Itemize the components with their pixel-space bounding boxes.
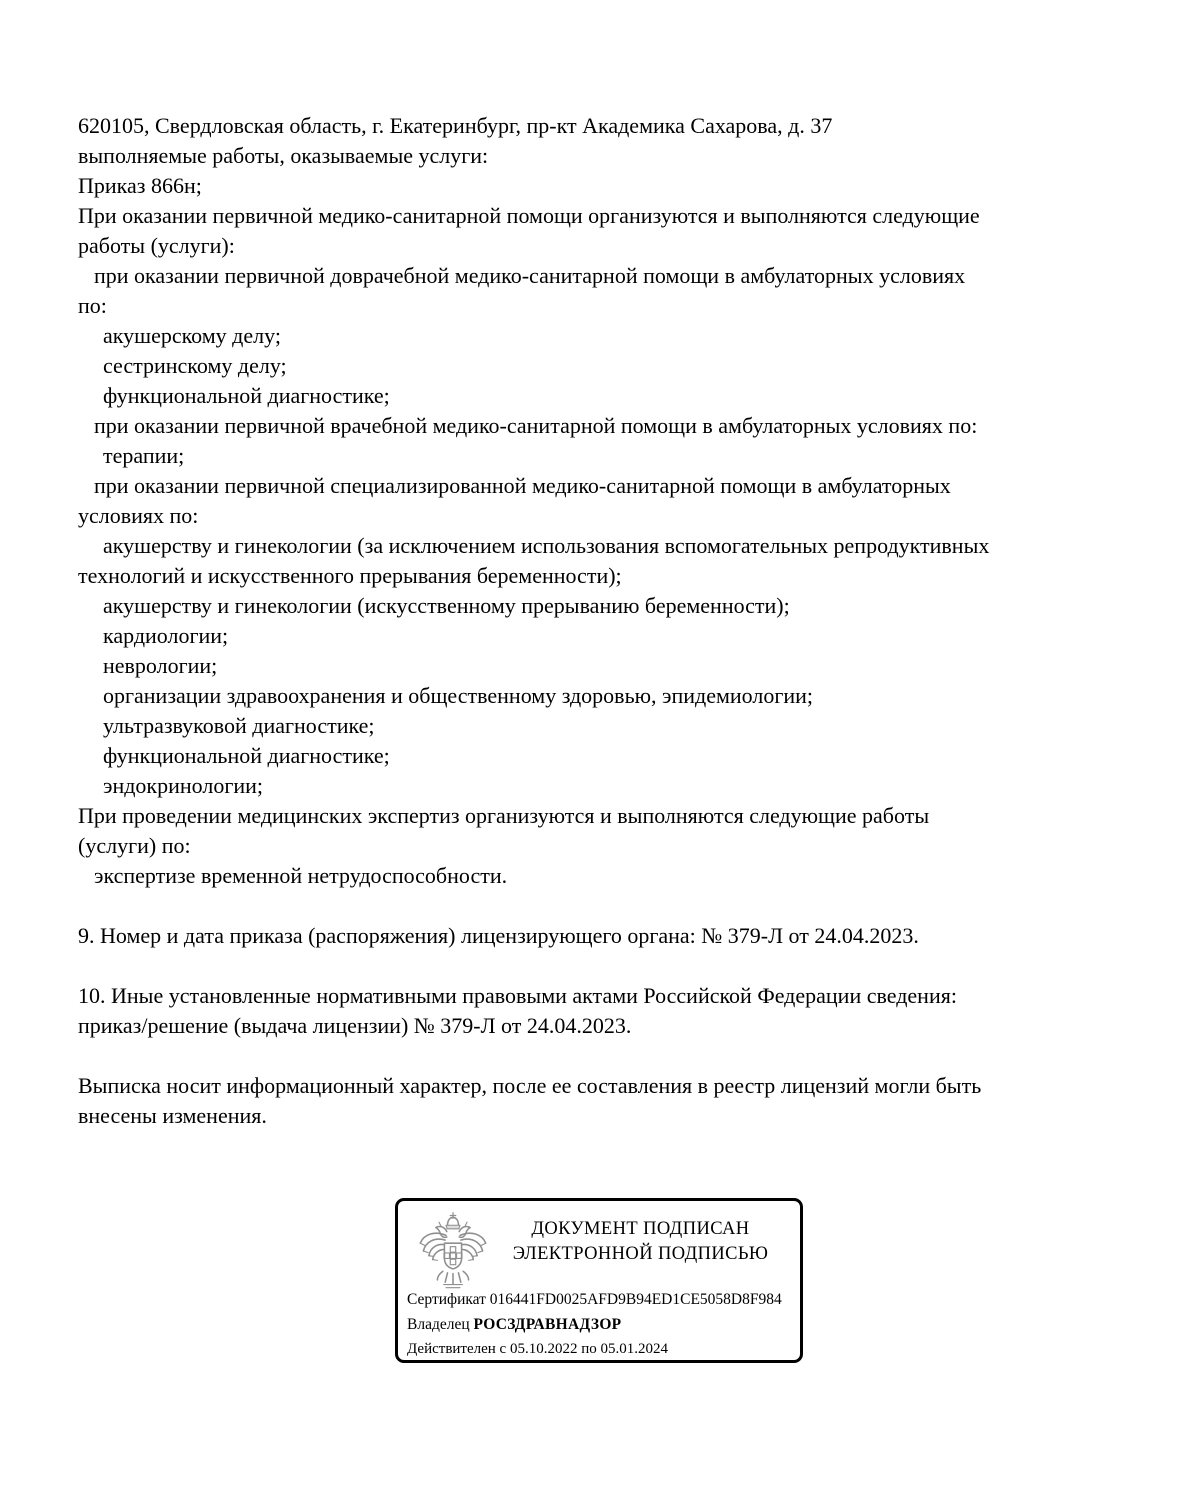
text-line: При оказании первичной медико-санитарной помощи организуются и выполняются следующие [78,203,980,228]
signature-stamp [395,1198,803,1363]
certificate-label: Сертификат [407,1291,486,1308]
text-line: приказ/решение (выдача лицензии) № 379-Л от 24.04.2023. [78,1013,632,1038]
text-line: терапии; [103,443,185,468]
text-line: при оказании первичной врачебной медико-санитарной помощи в амбулаторных условиях по: [94,413,978,438]
text-line: работы (услуги): [78,233,235,258]
text-line: при оказании первичной специализированной медико-санитарной помощи в амбулаторных [94,473,951,498]
text-line: ультразвуковой диагностике; [103,713,375,738]
text-line [78,1041,1145,1071]
text-line: функциональной диагностике; [103,743,390,768]
text-line: внесены изменения. [78,1103,267,1128]
owner-value: РОСЗДРАВНАДЗОР [473,1315,622,1333]
validity-line: Действителен с 05.10.2022 по 05.01.2024 [407,1341,668,1357]
text-line: выполняемые работы, оказываемые услуги: [78,143,489,168]
text-line: Приказ 866н; [78,173,202,198]
text-line: эндокринологии; [103,773,264,798]
text-line: акушерству и гинекологии (за исключением использования вспомогательных репродуктивных [103,533,990,558]
text-line: по: [78,293,107,318]
certificate-value: 016441FD0025AFD9B94ED1CE5058D8F984 [489,1291,782,1308]
text-line: организации здравоохранения и общественному здоровью, эпидемиологии; [103,683,814,708]
certificate-line [406,1288,792,1313]
owner-label: Владелец [407,1315,470,1333]
text-line: неврологии; [103,653,218,678]
text-line: технологий и искусственного прерывания беременности); [78,563,622,588]
text-line: Выписка носит информационный характер, после ее составления в реестр лицензий могли быть [78,1073,982,1098]
text-line: кардиологии; [103,623,229,648]
text-line: функциональной диагностике; [103,383,390,408]
text-line: экспертизе временной нетрудоспособности. [94,863,508,888]
text-line: При проведении медицинских экспертиз организуются и выполняются следующие работы [78,803,930,828]
text-line: при оказании первичной доврачебной медико-санитарной помощи в амбулаторных условиях [94,263,966,288]
text-line: акушерству и гинекологии (искусственному прерыванию беременности); [103,593,790,618]
owner-line [406,1313,792,1338]
stamp-title-line1: ДОКУМЕНТ ПОДПИСАН [531,1219,750,1239]
text-line: (услуги) по: [78,833,191,858]
text-line [78,891,1145,921]
text-line: условиях по: [78,503,199,528]
roszdravnadzor-eagle-icon [417,1212,489,1290]
text-line: сестринскому делу; [103,353,287,378]
stamp-title-line2: ЭЛЕКТРОННОЙ ПОДПИСЬЮ [512,1244,769,1264]
text-line: 9. Номер и дата приказа (распоряжения) лицензирующего органа: № 379-Л от 24.04.2023. [78,923,919,948]
stamp-header-row [406,1210,792,1288]
text-line: 620105, Свердловская область, г. Екатеринбург, пр-кт Академика Сахарова, д. 37 [78,113,833,138]
text-line: 10. Иные установленные нормативными правовыми актами Российской Федерации сведения: [78,983,957,1008]
text-line: акушерскому делу; [103,323,281,348]
text-line [78,951,1145,981]
document-body [78,111,1145,1131]
stamp-title [489,1210,792,1267]
